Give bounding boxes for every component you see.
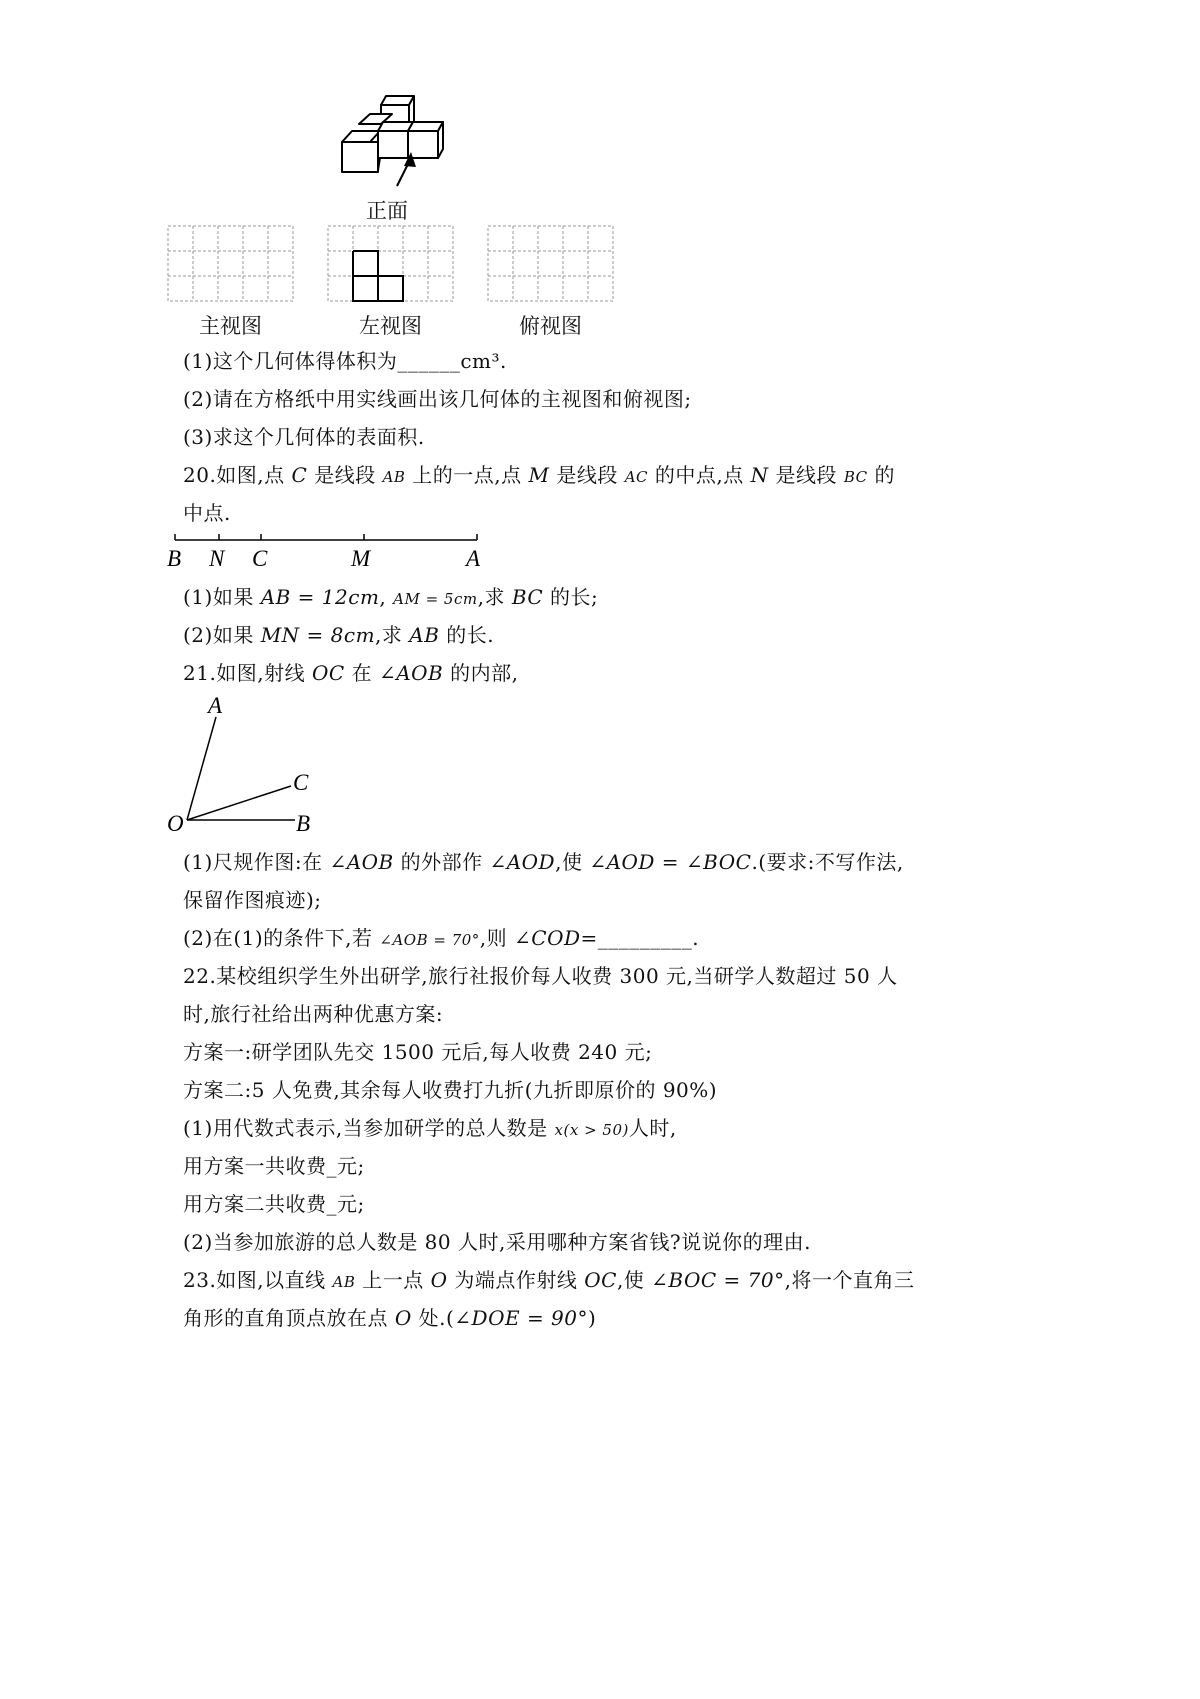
q22-part2: (2)当参加旅游的总人数是 80 人时,采用哪种方案省钱?说说你的理由. (183, 1230, 811, 1254)
q21-part1-line2: 保留作图痕迹); (183, 888, 322, 912)
q22-plan2-cost: 用方案二共收费_元; (183, 1192, 365, 1216)
q22-part1: (1)用代数式表示,当参加研学的总人数是 x(x > 50)人时, (183, 1116, 677, 1140)
grid-left-view (327, 225, 457, 305)
q21-part1-line1: (1)尺规作图:在 ∠AOB 的外部作 ∠AOD,使 ∠AOD = ∠BOC.(要求:不写作法, (183, 850, 904, 874)
angle-cod-blank[interactable]: _________ (597, 926, 693, 950)
point-A-label: A (466, 546, 481, 571)
point-C-label: C (252, 546, 268, 571)
ray-A-label: A (208, 693, 223, 718)
q21-part2: (2)在(1)的条件下,若 ∠AOB = 70°,则 ∠COD=_________. (183, 926, 700, 950)
q22-plan1: 方案一:研学团队先交 1500 元后,每人收费 240 元; (183, 1040, 653, 1064)
q22-line2: 时,旅行社给出两种优惠方案: (183, 1002, 444, 1026)
grid-top-view (487, 225, 617, 305)
front-label: 正面 (366, 199, 408, 223)
q22-line1: 22.某校组织学生外出研学,旅行社报价每人收费 300 元,当研学人数超过 50 人 (183, 964, 898, 988)
q19-part3: (3)求这个几何体的表面积. (183, 425, 425, 449)
q20-stem-line2: 中点. (183, 501, 231, 525)
grid-main-caption: 主视图 (199, 314, 262, 338)
q23-line1: 23.如图,以直线 AB 上一点 O 为端点作射线 OC,使 ∠BOC = 70°,将一个直角三 (183, 1268, 915, 1292)
q19-part1: (1)这个几何体得体积为______cm³. (183, 349, 507, 373)
q21-stem: 21.如图,射线 OC 在 ∠AOB 的内部, (183, 661, 519, 685)
q20-stem-line1: 20.如图,点 C 是线段 AB 上的一点,点 M 是线段 AC 的中点,点 N 是线段 BC 的 (183, 463, 895, 487)
angle-figure (163, 695, 363, 835)
point-M-label: M (351, 546, 371, 571)
ray-C-label: C (293, 770, 309, 795)
grid-main-view (167, 225, 297, 305)
q19-part2: (2)请在方格纸中用实线画出该几何体的主视图和俯视图; (183, 387, 692, 411)
volume-blank[interactable]: ______ (397, 349, 461, 373)
q22-plan1-cost: 用方案一共收费_元; (183, 1154, 365, 1178)
point-N-label: N (209, 546, 225, 571)
q22-plan2: 方案二:5 人免费,其余每人收费打九折(九折即原价的 90%) (183, 1078, 718, 1102)
ray-B-label: B (296, 811, 311, 836)
q23-line2: 角形的直角顶点放在点 O 处.(∠DOE = 90°) (183, 1306, 597, 1330)
q20-part1: (1)如果 AB = 12cm, AM = 5cm,求 BC 的长; (183, 585, 599, 609)
grid-top-caption: 俯视图 (519, 314, 582, 338)
vertex-O-label: O (167, 811, 184, 836)
grid-left-caption: 左视图 (359, 314, 422, 338)
segment-figure (165, 532, 495, 577)
point-B-label: B (167, 546, 182, 571)
q20-part2: (2)如果 MN = 8cm,求 AB 的长. (183, 623, 495, 647)
cube-figure (0, 0, 1200, 220)
